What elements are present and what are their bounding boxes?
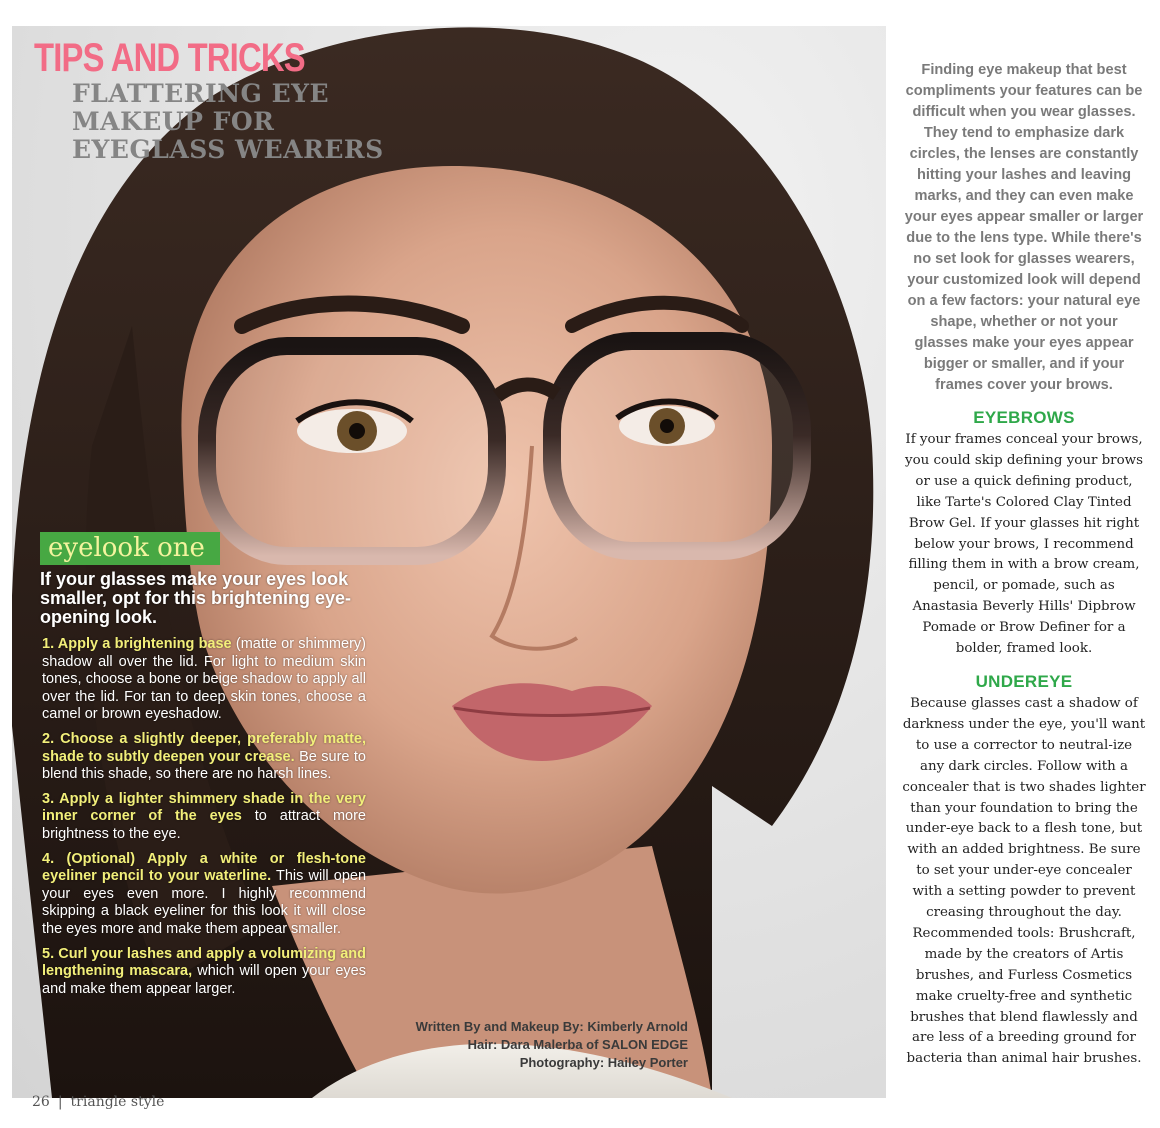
eyelook-label-box (40, 532, 220, 565)
page-title (72, 80, 402, 164)
article-lede: Finding eye makeup that best compliments your features can be difficult when you wear glasses. They tend to emphasize dark circles, the lenses are constantly hitting your lashes and leaving marks, and they can even make your eyes appear smaller or larger due to the lens type. While there's no set look for glasses wearers, your customized look will depend on a few factors: your natural eye shape, whether or not your glasses make your eyes appear bigger or smaller, and if your frames cover your brows. (904, 62, 1144, 393)
step-5 (42, 946, 366, 999)
eyebrows-heading: EYEBROWS (973, 408, 1075, 427)
footer-separator: | (57, 1094, 63, 1110)
article-column (902, 60, 1146, 1070)
step-3-highlight: 3. Apply a lighter shimmery shade in the very inner corner of the eyes (42, 790, 366, 825)
step-5-highlight: 5. Curl your lashes and apply a volumizing and lengthening mascara, (42, 945, 366, 980)
step-5-text: which will open your eyes and make them appear larger. (42, 963, 366, 997)
step-3 (42, 791, 366, 844)
credits (380, 1018, 688, 1072)
eyelook-label: eyelook one (48, 533, 205, 563)
credit-photo: Photography: Hailey Porter (519, 1055, 688, 1070)
credit-hair: Hair: Dara Malerba of SALON EDGE (467, 1037, 688, 1052)
publication-name: triangle style (70, 1094, 165, 1110)
step-2-text: Be sure to blend this shade, so there are no harsh lines. (42, 748, 366, 783)
eyelook-intro: If your glasses make your eyes look smaller, opt for this brightening eye-opening look. (40, 569, 352, 627)
step-1-text: (matte or shimmery) shadow all over the lid. For light to medium skin tones, choose a bone or beige shadow to apply all over the lid. For tan to deep skin tones, choose a camel or brown eyeshadow. (42, 636, 366, 723)
step-4-text: This will open your eyes even more. I highly recommend skipping a black eyeliner for this look it will close the eyes more and make them appear smaller. (42, 868, 367, 937)
step-3-text: to attract more brightness to the eye. (42, 808, 366, 842)
eyelook-steps (42, 636, 366, 1005)
title-line-1: FLATTERING EYE (72, 79, 330, 108)
undereye-heading: UNDEREYE (975, 671, 1073, 691)
step-4-highlight: 4. (Optional) Apply a white or flesh-tone eyeliner pencil to your waterline. (42, 850, 366, 885)
page-footer (32, 1094, 164, 1110)
title-line-3: EYEGLASS WEARERS (72, 135, 384, 164)
step-4 (42, 851, 366, 939)
kicker-title: TIPS AND TRICKS (34, 36, 305, 80)
step-2 (42, 731, 366, 784)
step-2-highlight: 2. Choose a slightly deeper, preferably matte, shade to subtly deepen your crease. (42, 730, 366, 765)
credit-writer: Written By and Makeup By: Kimberly Arnold (415, 1019, 688, 1034)
undereye-body: Because glasses cast a shadow of darkness under the eye, you'll want to use a corrector to neutral-ize any dark circles. Follow with a concealer that is two shades lighter than your foundation to bring the under-eye back to a flesh tone, but with an added brightness. Be sure to set your under-eye concealer with a setting powder to prevent creasing throughout the day. Recommended tools: Brushcraft, made by the creators of Artis brushes, and Furless Cosmetics make cruelty-free and synthetic brushes that blend flawlessly and are less of a breeding ground for bacteria than animal hair brushes. (902, 695, 1146, 1067)
title-line-2: MAKEUP FOR (72, 107, 275, 136)
eyebrows-body: If your frames conceal your brows, you could skip defining your brows or use a quick defining product, like Tarte's Colored Clay Tinted Brow Gel. If your glasses hit right below your brows, I recommend filling them in with a brow cream, pencil, or pomade, such as Anastasia Beverly Hills' Dipbrow Pomade or Brow Definer for a bolder, framed look. (905, 432, 1143, 657)
page-number: 26 (32, 1094, 50, 1110)
step-1-highlight: 1. Apply a brightening base (42, 636, 232, 652)
step-1 (42, 636, 366, 724)
